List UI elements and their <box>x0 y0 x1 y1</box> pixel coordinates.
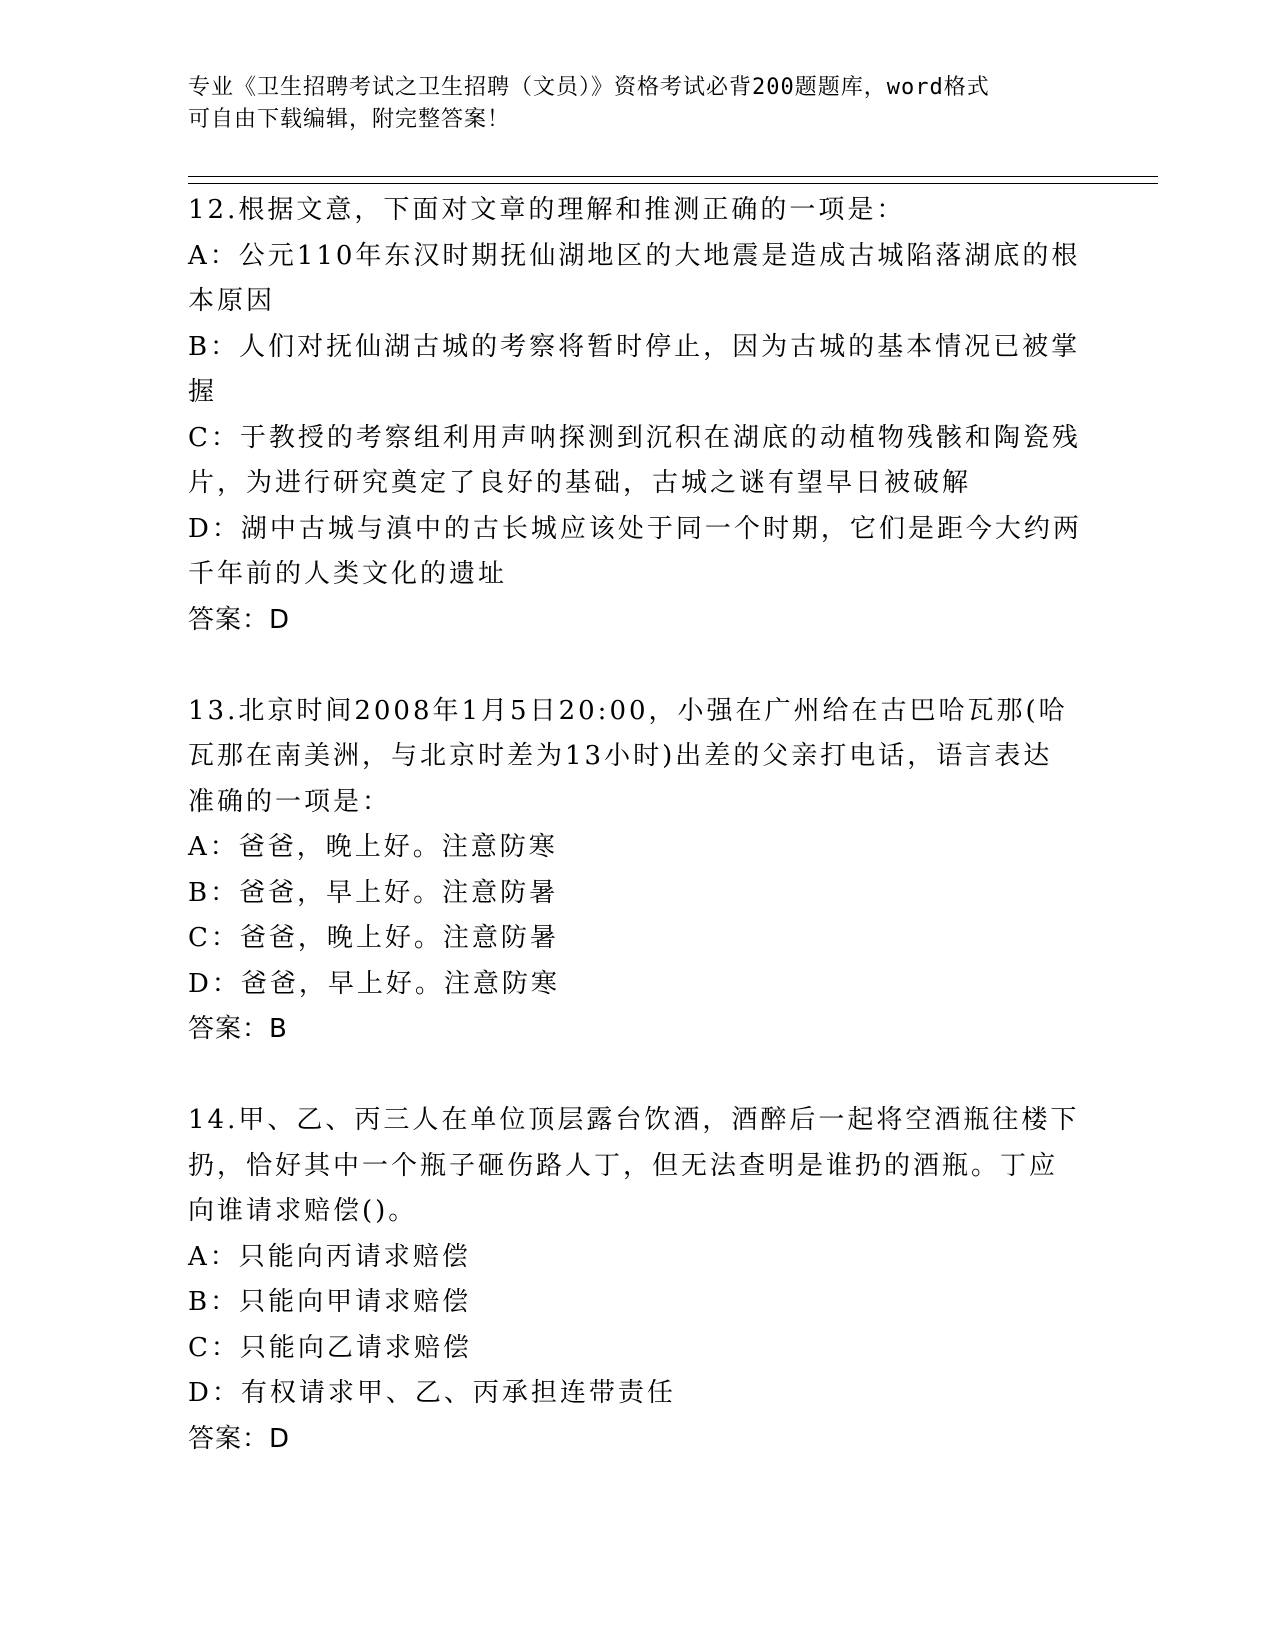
question-stem-continued: 准确的一项是： <box>188 786 392 817</box>
question-stem: 14.甲、乙、丙三人在单位顶层露台饮酒，酒醉后一起将空酒瓶往楼下 <box>188 1105 1080 1135</box>
option-a: A：公元110年东汉时期抚仙湖地区的大地震是造成古城陷落湖底的根 <box>188 240 1081 271</box>
question-13 <box>188 689 1088 1053</box>
option-a: A：只能向丙请求赔偿 <box>188 1241 471 1272</box>
option-d-continued: 千年前的人类文化的遗址 <box>188 559 508 589</box>
option-a-continued: 本原因 <box>188 286 276 316</box>
option-d: D：湖中古城与滇中的古长城应该处于同一个时期，它们是距今大约两 <box>188 513 1082 544</box>
question-spacer <box>188 1053 1088 1099</box>
question-list <box>188 188 1088 1462</box>
header-divider-bottom <box>188 183 1158 184</box>
question-stem: 13.北京时间2008年1月5日20:00，小强在广州给在古巴哈瓦那(哈 <box>188 695 1068 726</box>
option-a: A：爸爸，晚上好。注意防寒 <box>188 832 558 862</box>
option-c: C：于教授的考察组利用声呐探测到沉积在湖底的动植物残骸和陶瓷残 <box>188 422 1081 453</box>
question-spacer <box>188 643 1088 689</box>
header-divider-top <box>188 176 1158 177</box>
option-c: C：爸爸，晚上好。注意防暑 <box>188 923 559 953</box>
answer-line: 答案：B <box>188 1014 288 1044</box>
header-title-line-1: 专业《卫生招聘考试之卫生招聘（文员）》资格考试必背200题题库，word格式 <box>188 75 990 100</box>
question-stem-continued: 向谁请求赔偿()。 <box>188 1196 418 1226</box>
question-stem-continued: 瓦那在南美洲，与北京时差为13小时)出差的父亲打电话，语言表达 <box>188 741 1053 771</box>
question-14 <box>188 1098 1088 1462</box>
option-b: B：人们对抚仙湖古城的考察将暂时停止，因为古城的基本情况已被掌 <box>188 331 1081 362</box>
question-stem-continued: 扔，恰好其中一个瓶子砸伤路人丁，但无法查明是谁扔的酒瓶。丁应 <box>188 1150 1059 1181</box>
question-stem: 12.根据文意，下面对文章的理解和推测正确的一项是： <box>188 195 906 225</box>
option-d: D：有权请求甲、乙、丙承担连带责任 <box>188 1378 676 1408</box>
answer-line: 答案：D <box>188 604 291 635</box>
option-c-continued: 片，为进行研究奠定了良好的基础，古城之谜有望早日被破解 <box>188 468 972 498</box>
option-b-continued: 握 <box>188 377 218 407</box>
option-b: B：爸爸，早上好。注意防暑 <box>188 877 559 908</box>
question-12 <box>188 188 1088 643</box>
option-c: C：只能向乙请求赔偿 <box>188 1332 472 1363</box>
document-header <box>188 72 1068 136</box>
option-d: D：爸爸，早上好。注意防寒 <box>188 968 560 999</box>
answer-line: 答案：D <box>188 1423 291 1454</box>
option-b: B：只能向甲请求赔偿 <box>188 1287 472 1317</box>
header-title-line-2: 可自由下载编辑，附完整答案！ <box>188 107 511 132</box>
